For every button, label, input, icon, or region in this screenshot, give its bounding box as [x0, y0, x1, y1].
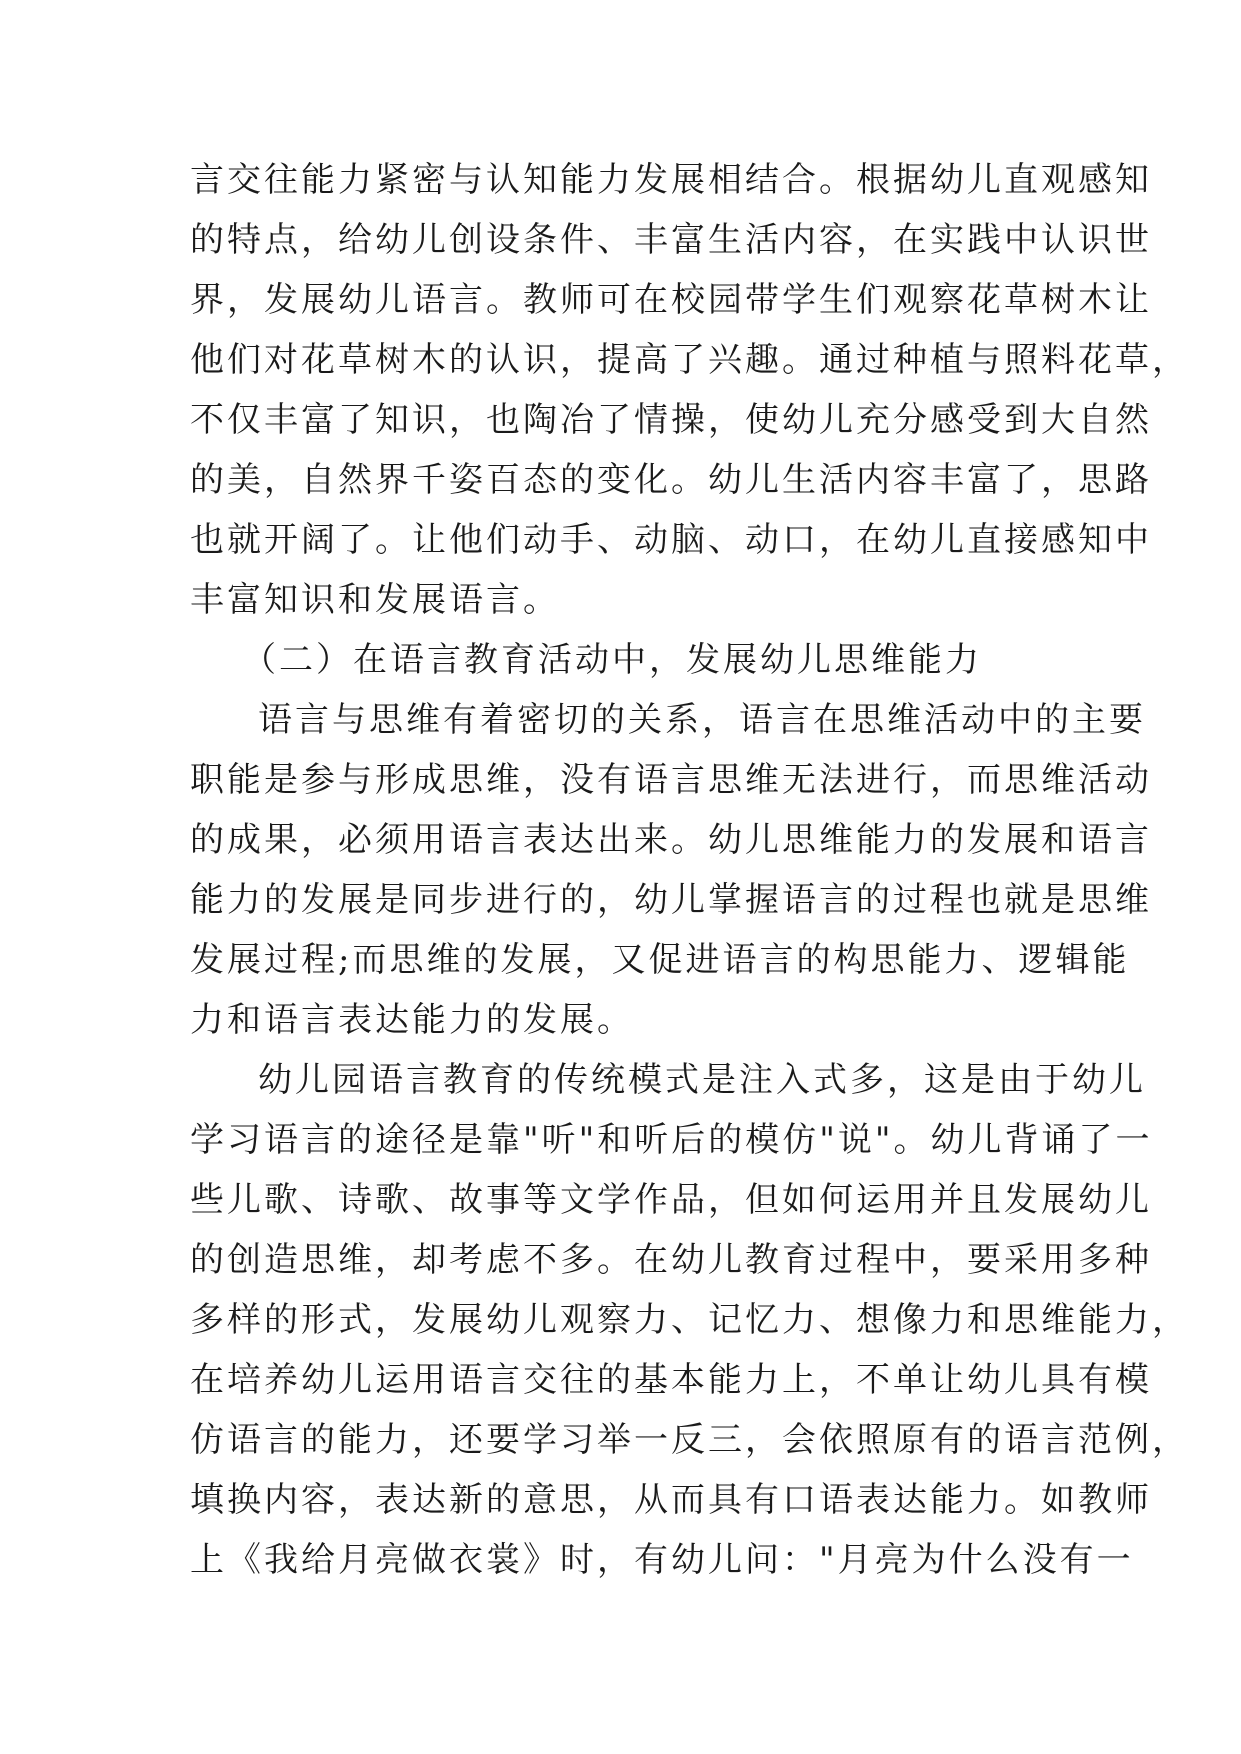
text-line: 言交往能力紧密与认知能力发展相结合。根据幼儿直观感知 — [190, 160, 1152, 200]
text-line: 他们对花草树木的认识，提高了兴趣。通过种植与照料花草， — [190, 340, 1189, 380]
text-line: 些儿歌、诗歌、故事等文学作品，但如何运用并且发展幼儿 — [190, 1180, 1152, 1220]
text-line: 丰富知识和发展语言。 — [190, 580, 560, 620]
text-line: 的创造思维，却考虑不多。在幼儿教育过程中，要采用多种 — [190, 1240, 1152, 1280]
text-line: 多样的形式，发展幼儿观察力、记忆力、想像力和思维能力， — [190, 1300, 1189, 1340]
section-heading: （二）在语言教育活动中，发展幼儿思维能力 — [242, 640, 982, 680]
text-line: 语言与思维有着密切的关系，语言在思维活动中的主要 — [258, 700, 1146, 740]
text-line: 职能是参与形成思维，没有语言思维无法进行，而思维活动 — [190, 760, 1152, 800]
text-line: 填换内容，表达新的意思，从而具有口语表达能力。如教师 — [190, 1480, 1152, 1520]
text-line: 学习语言的途径是靠"听"和听后的模仿"说"。幼儿背诵了一 — [190, 1120, 1153, 1160]
text-line: 的成果，必须用语言表达出来。幼儿思维能力的发展和语言 — [190, 820, 1152, 860]
text-line: 能力的发展是同步进行的，幼儿掌握语言的过程也就是思维 — [190, 880, 1152, 920]
text-line: 力和语言表达能力的发展。 — [190, 1000, 634, 1040]
text-line: 在培养幼儿运用语言交往的基本能力上，不单让幼儿具有模 — [190, 1360, 1152, 1400]
text-line: 上《我给月亮做衣裳》时，有幼儿问："月亮为什么没有一 — [190, 1540, 1134, 1580]
text-line: 幼儿园语言教育的传统模式是注入式多，这是由于幼儿 — [258, 1060, 1146, 1100]
text-line: 界，发展幼儿语言。教师可在校园带学生们观察花草树木让 — [190, 280, 1152, 320]
text-line: 仿语言的能力，还要学习举一反三，会依照原有的语言范例， — [190, 1420, 1189, 1460]
body-text — [190, 150, 1189, 1590]
text-line: 的美，自然界千姿百态的变化。幼儿生活内容丰富了，思路 — [190, 460, 1152, 500]
text-line: 不仅丰富了知识，也陶冶了情操，使幼儿充分感受到大自然 — [190, 400, 1152, 440]
text-line: 的特点，给幼儿创设条件、丰富生活内容，在实践中认识世 — [190, 220, 1152, 260]
text-line: 发展过程;而思维的发展，又促进语言的构思能力、逻辑能 — [190, 940, 1130, 980]
text-line: 也就开阔了。让他们动手、动脑、动口，在幼儿直接感知中 — [190, 520, 1152, 560]
